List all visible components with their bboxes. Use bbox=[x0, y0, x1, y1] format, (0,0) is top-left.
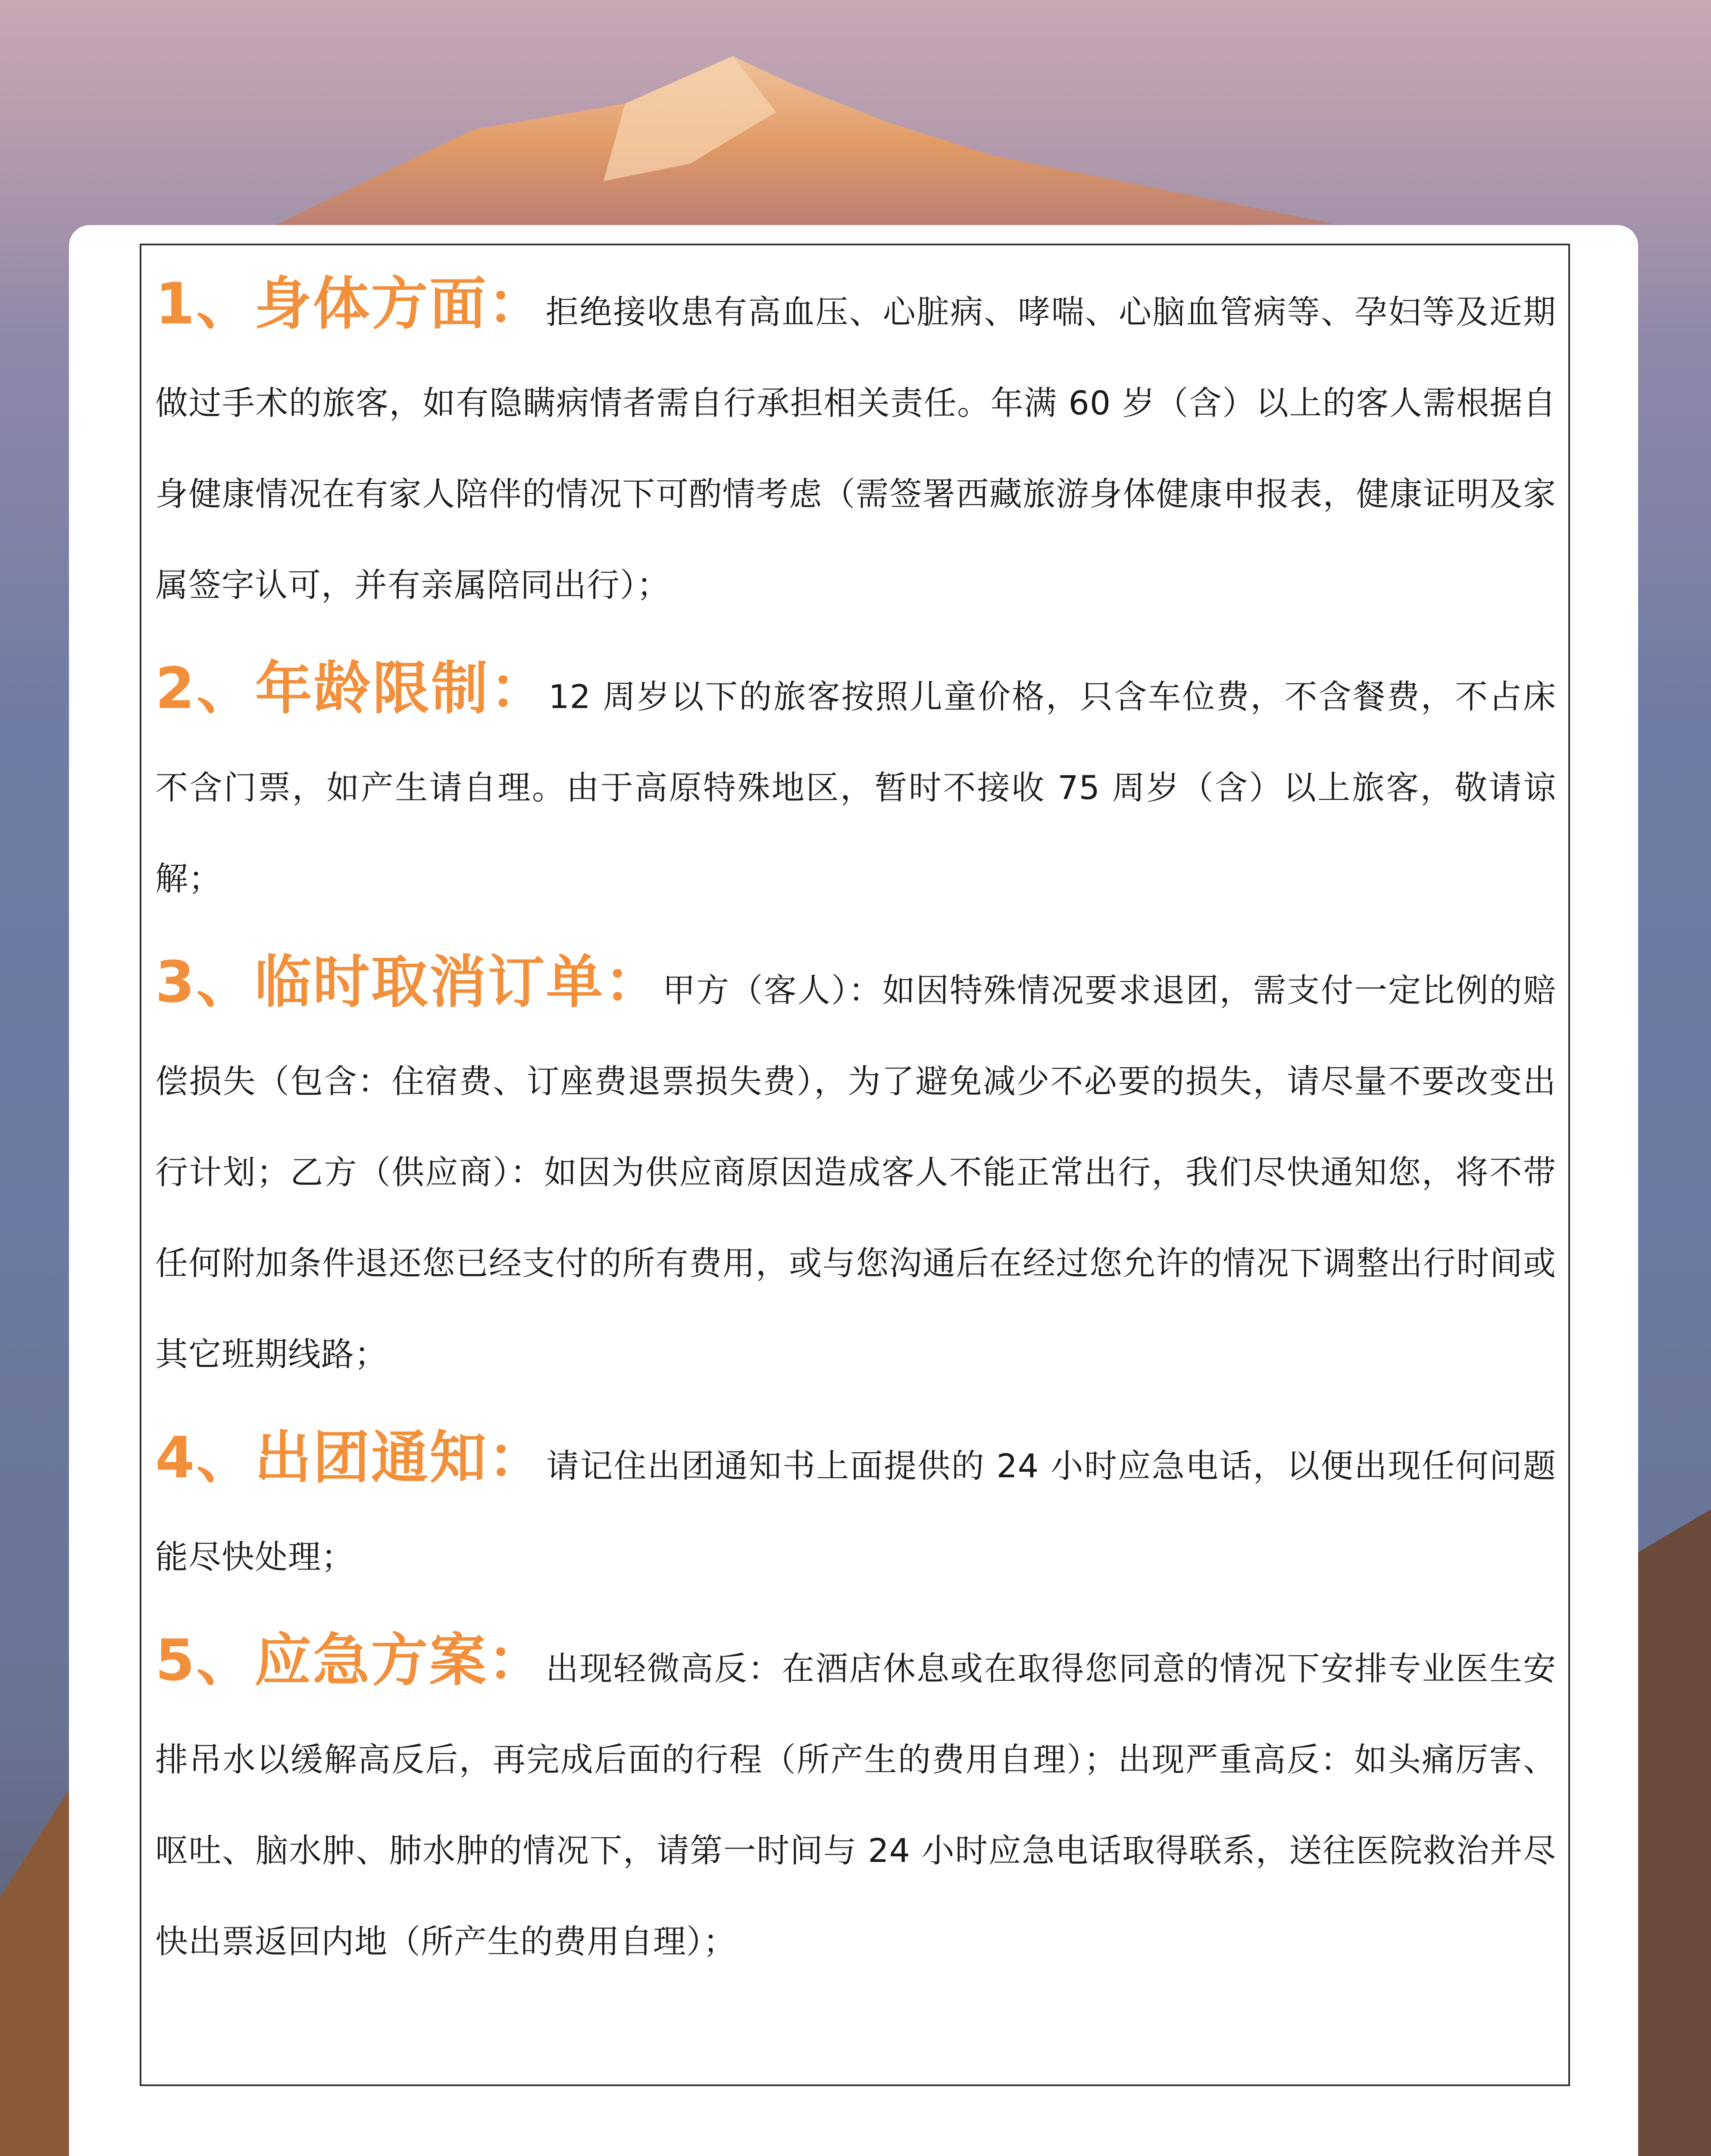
notice-section-emergency bbox=[155, 1615, 1556, 1987]
section-heading: 3、临时取消订单： bbox=[155, 949, 663, 1015]
notice-section-cancellation bbox=[155, 937, 1556, 1400]
section-body: 甲方（客人）：如因特殊情况要求退团，需支付一定比例的赔偿损失（包含：住宿费、订座费退票损失费），为了避免减少不必要的损失，请尽量不要改变出行计划；乙方（供应商）：如因为供应商原因造成客人不能正常出行，我们尽快通知您，将不带任何附加条件退还您已经支付的所有费用，或与您沟通后在经过您允许的情况下调整出行时间或其它班期线路； bbox=[155, 971, 1556, 1373]
notice-list bbox=[155, 259, 1556, 1987]
section-heading: 5、应急方案： bbox=[155, 1627, 546, 1694]
section-heading: 2、年龄限制： bbox=[155, 655, 549, 722]
section-body: 出现轻微高反：在酒店休息或在取得您同意的情况下安排专业医生安排吊水以缓解高反后，再完成后面的行程（所产生的费用自理）；出现严重高反：如头痛厉害、呕吐、脑水肿、肺水肿的情况下，请第一时间与 24 小时应急电话取得联系，送往医院救治并尽快出票返回内地（所产生的费用自理）； bbox=[155, 1649, 1556, 1961]
section-heading: 1、身体方面： bbox=[155, 271, 546, 337]
section-heading: 4、出团通知： bbox=[155, 1425, 547, 1491]
section-body: 拒绝接收患有高血压、心脏病、哮喘、心脑血管病等、孕妇等及近期做过手术的旅客，如有隐瞒病情者需自行承担相关责任。年满 60 岁（含）以上的客人需根据自身健康情况在有家人陪伴的情况下可酌情考虑（需签署西藏旅游身体健康申报表，健康证明及家属签字认可，并有亲属陪同出行）； bbox=[155, 293, 1556, 604]
notice-section-health bbox=[155, 259, 1556, 630]
notice-section-departure bbox=[155, 1413, 1556, 1602]
section-body: 请记住出团通知书上面提供的 24 小时应急电话，以便出现任何问题能尽快处理； bbox=[155, 1447, 1556, 1576]
notice-section-age bbox=[155, 643, 1556, 924]
section-body: 12 周岁以下的旅客按照儿童价格，只含车位费，不含餐费，不占床不含门票，如产生请自理。由于高原特殊地区，暂时不接收 75 周岁（含）以上旅客，敬请谅解； bbox=[155, 677, 1556, 898]
